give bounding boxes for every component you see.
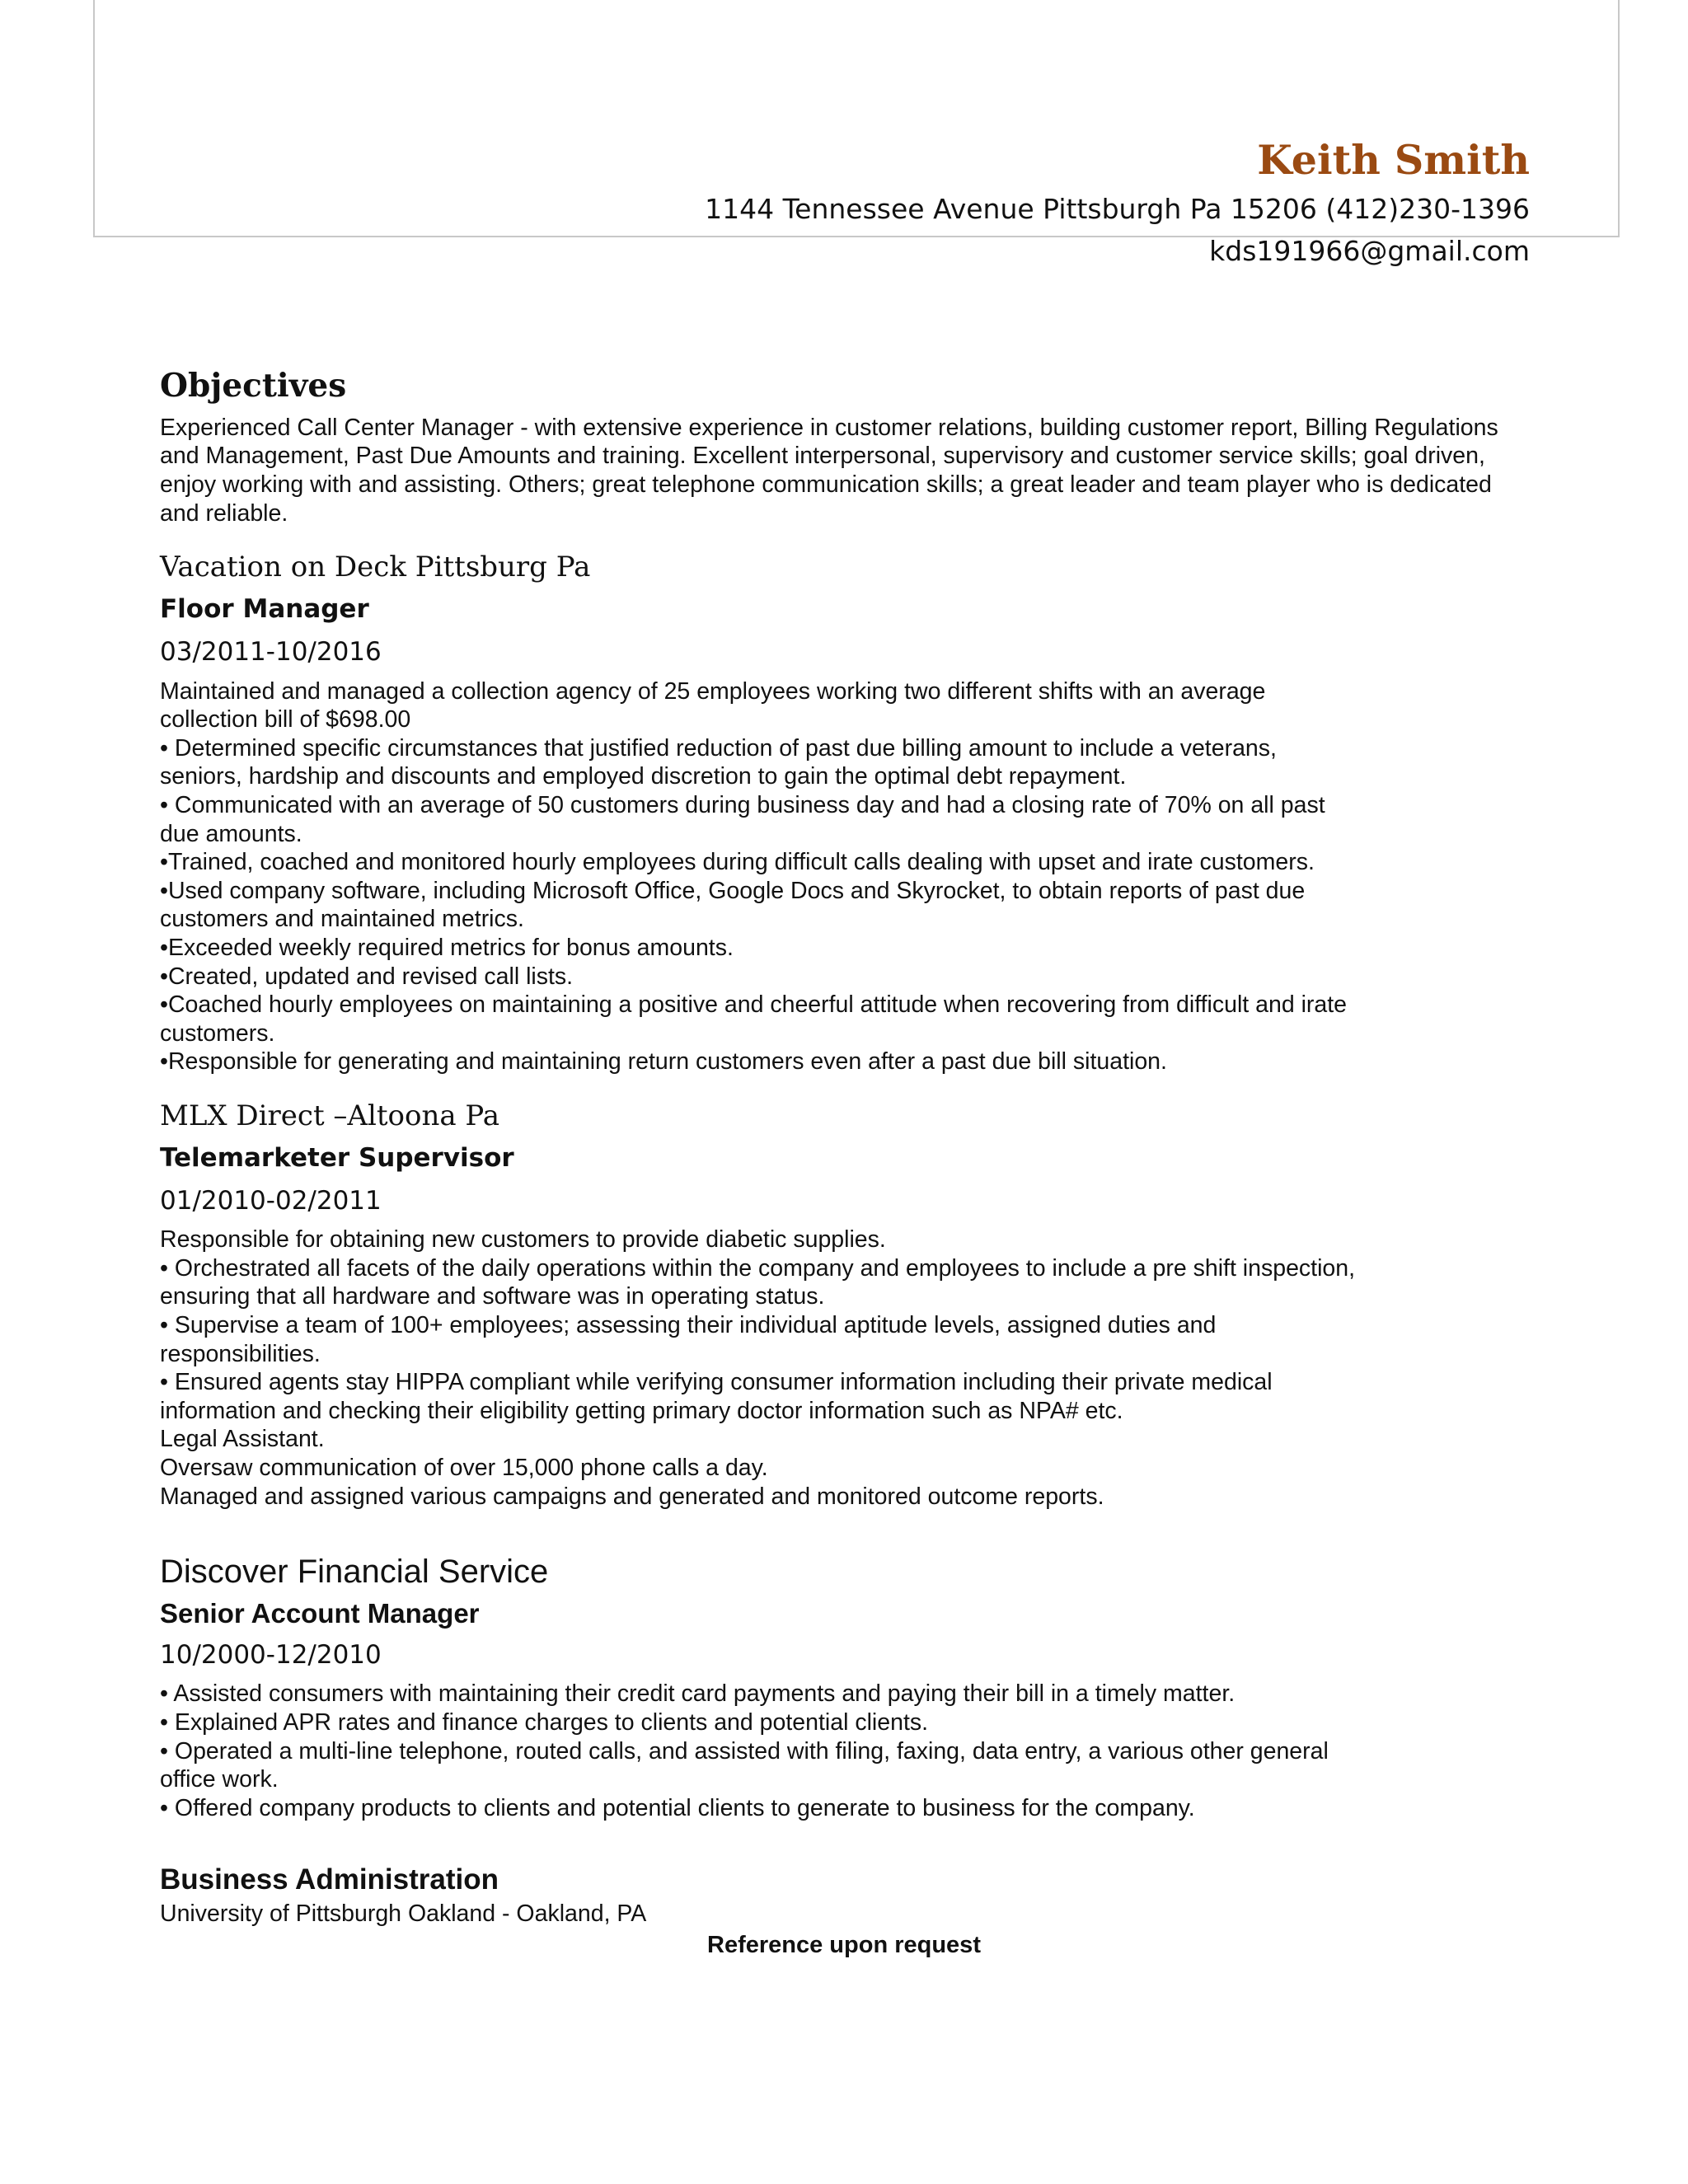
job-dates: 03/2011-10/2016 <box>160 637 382 668</box>
objectives-heading: Objectives <box>160 367 347 405</box>
duty-line: Oversaw communication of over 15,000 phone calls a day. <box>160 1455 768 1482</box>
duty-line: • Assisted consumers with maintaining their credit card payments and paying their bill in a timely matter. <box>160 1680 1236 1708</box>
job-duties <box>160 677 1363 1076</box>
resume-body <box>160 367 1528 1959</box>
degree-title: Business Administration <box>160 1863 499 1896</box>
duty-line: • Explained APR rates and finance charges to clients and potential clients. <box>160 1708 929 1736</box>
job-entry-1 <box>160 551 1528 1076</box>
duty-line: Maintained and managed a collection agency of 25 employees working two different shifts with an average collection bill of $698.00 <box>160 677 1266 733</box>
job-duties <box>160 1226 1363 1511</box>
job-duties <box>160 1680 1363 1822</box>
job-title: Floor Manager <box>160 593 369 624</box>
duty-line: • Orchestrated all facets of the daily operations within the company and employees to include a pre shift inspection, ensuring that all hardware and software was in operating status. <box>160 1254 1356 1310</box>
job-title: Senior Account Manager <box>160 1598 480 1629</box>
objectives-text: Experienced Call Center Manager - with extensive experience in customer relations, building customer report, Billing Regulations and Management, Past Due Amounts and training. Excellent interpersonal, supervisory and customer service skills; goal driven, enjoy working with and assisting. Others; great telephone communication skills; a great leader and team player who is dedicated and reliable. <box>160 414 1498 527</box>
duty-line: • Supervise a team of 100+ employees; assessing their individual aptitude levels, assigned duties and responsibilities. <box>160 1312 1217 1367</box>
duty-line: •Created, updated and revised call lists. <box>160 963 574 990</box>
duty-line: • Communicated with an average of 50 customers during business day and had a closing rate of 70% on all past due amounts. <box>160 791 1325 847</box>
job-entry-2 <box>160 1099 1528 1511</box>
job-title: Telemarketer Supervisor <box>160 1142 514 1173</box>
duty-line: • Operated a multi-line telephone, routed calls, and assisted with filing, faxing, data entry, a various other general office work. <box>160 1737 1329 1793</box>
duty-line: • Offered company products to clients and potential clients to generate to business for the company. <box>160 1794 1195 1821</box>
school-name: University of Pittsburgh Oakland - Oakland, PA <box>160 1900 647 1928</box>
duty-line: •Trained, coached and monitored hourly employees during difficult calls dealing with upset and irate customers. <box>160 849 1315 876</box>
employer-name: MLX Direct –Altoona Pa <box>160 1099 500 1132</box>
job-dates: 01/2010-02/2011 <box>160 1185 382 1216</box>
duty-line: Legal Assistant. <box>160 1426 325 1453</box>
contact-email: kds191966@gmail.com <box>1209 235 1530 267</box>
education-section <box>160 1862 1528 1928</box>
duty-line: Managed and assigned various campaigns and generated and monitored outcome reports. <box>160 1483 1104 1510</box>
contact-address: 1144 Tennessee Avenue Pittsburgh Pa 15206 (412)230-1396 <box>705 193 1530 225</box>
duty-line: •Coached hourly employees on maintaining a positive and cheerful attitude when recovering from difficult and irate customers. <box>160 991 1348 1047</box>
duty-line: • Ensured agents stay HIPPA compliant while verifying consumer information including their private medical information and checking their eligibility getting primary doctor information such as NPA# etc. <box>160 1369 1273 1424</box>
duty-line: Responsible for obtaining new customers to provide diabetic supplies. <box>160 1226 886 1254</box>
reference-note: Reference upon request <box>707 1931 981 1958</box>
duty-line: •Responsible for generating and maintaining return customers even after a past due bill situation. <box>160 1048 1167 1076</box>
employer-name: Discover Financial Service <box>160 1554 549 1591</box>
employer-name: Vacation on Deck Pittsburg Pa <box>160 551 591 584</box>
job-entry-3 <box>160 1552 1528 1822</box>
candidate-name: Keith Smith <box>1257 136 1530 184</box>
duty-line: •Exceeded weekly required metrics for bonus amounts. <box>160 934 734 961</box>
duty-line: •Used company software, including Microsoft Office, Google Docs and Skyrocket, to obtain reports of past due customers and maintained metrics. <box>160 877 1306 933</box>
duty-line: • Determined specific circumstances that justified reduction of past due billing amount to include a veterans, seniors, hardship and discounts and employed discretion to gain the optimal debt repayment. <box>160 734 1277 790</box>
job-dates: 10/2000-12/2010 <box>160 1640 382 1671</box>
